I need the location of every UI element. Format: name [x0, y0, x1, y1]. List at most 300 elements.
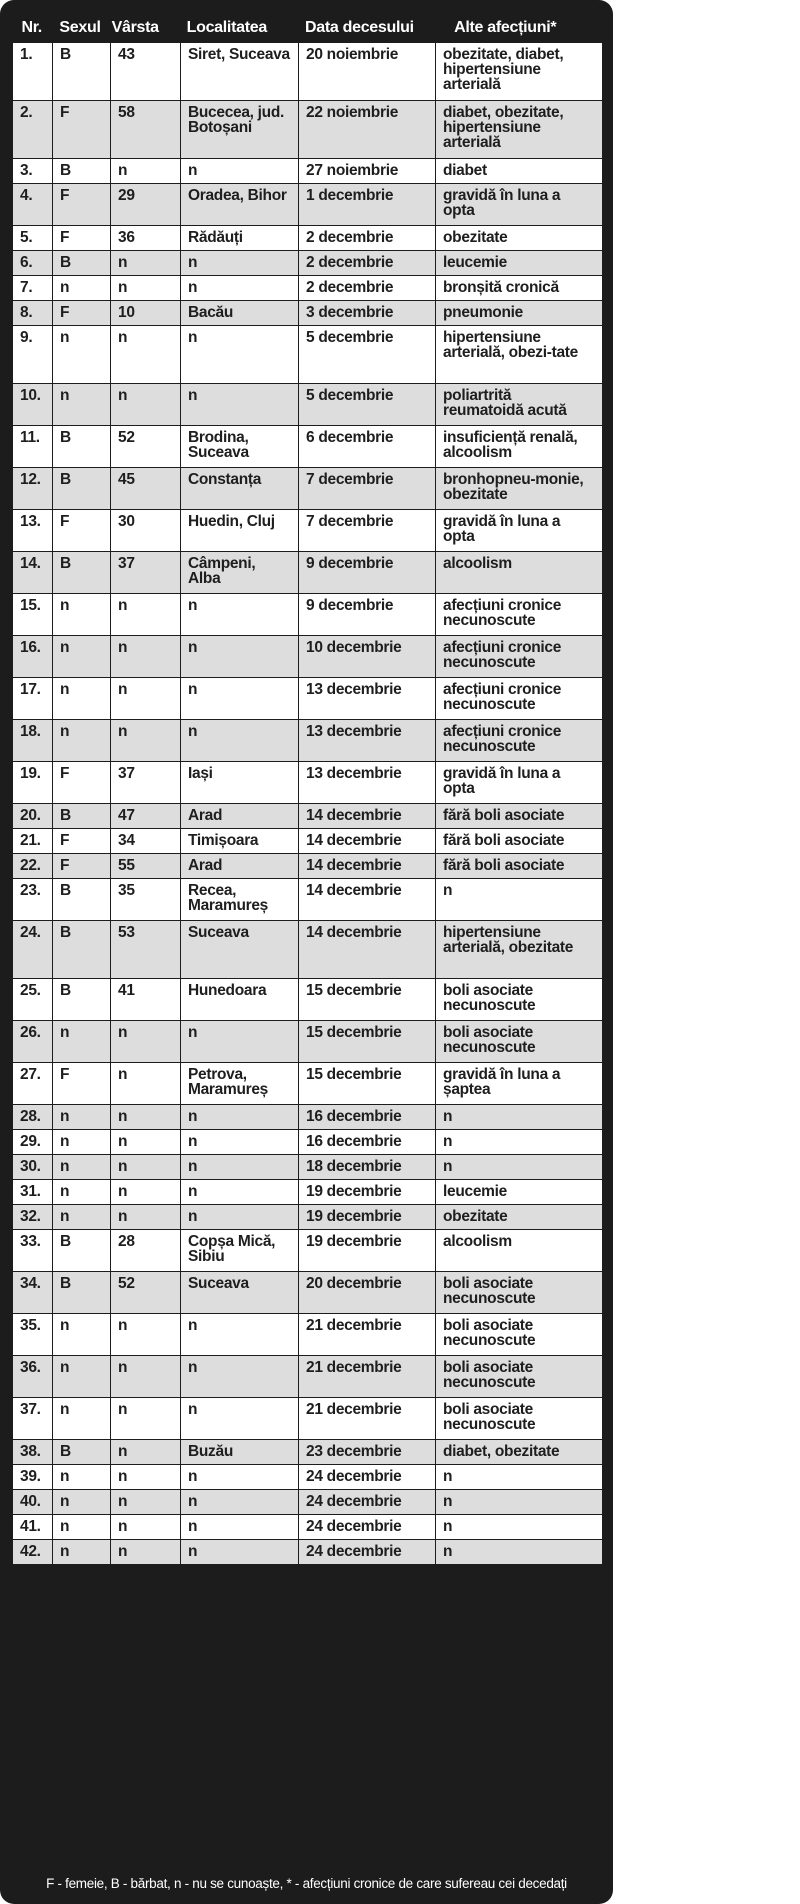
cell-location: Hunedoara [181, 979, 299, 1021]
cell-nr: 5. [13, 226, 53, 251]
cell-nr: 7. [13, 276, 53, 301]
cell-location: n [181, 1105, 299, 1130]
table-row [13, 594, 603, 636]
cell-sex: F [53, 301, 111, 326]
cell-sex: n [53, 276, 111, 301]
cell-age: 55 [111, 854, 181, 879]
cell-sex: B [53, 426, 111, 468]
table-row [13, 1540, 603, 1565]
cell-location: n [181, 1314, 299, 1356]
table-row [13, 1272, 603, 1314]
cell-date: 14 decembrie [299, 879, 436, 921]
cell-conditions: gravidă în luna a opta [436, 184, 603, 226]
cell-age: 29 [111, 184, 181, 226]
cell-nr: 15. [13, 594, 53, 636]
cell-conditions: boli asociate necunoscute [436, 1398, 603, 1440]
table-row [13, 1356, 603, 1398]
cell-age: 53 [111, 921, 181, 979]
cell-date: 13 decembrie [299, 762, 436, 804]
cell-location: Huedin, Cluj [181, 510, 299, 552]
cell-location: n [181, 720, 299, 762]
cell-sex: B [53, 468, 111, 510]
cell-conditions: n [436, 1490, 603, 1515]
cell-nr: 4. [13, 184, 53, 226]
cell-conditions: diabet, obezitate, hipertensiune arterială [436, 101, 603, 159]
cell-location: n [181, 1398, 299, 1440]
cell-date: 6 decembrie [299, 426, 436, 468]
cell-nr: 22. [13, 854, 53, 879]
cell-sex: B [53, 804, 111, 829]
cell-age: 52 [111, 426, 181, 468]
cell-age: n [111, 1021, 181, 1063]
cell-nr: 13. [13, 510, 53, 552]
table-row [13, 1515, 603, 1540]
cell-date: 19 decembrie [299, 1180, 436, 1205]
table-row [13, 1440, 603, 1465]
cell-age: 37 [111, 762, 181, 804]
cell-sex: B [53, 251, 111, 276]
cell-age: n [111, 251, 181, 276]
cell-nr: 31. [13, 1180, 53, 1205]
cell-conditions: boli asociate necunoscute [436, 1356, 603, 1398]
table-row [13, 426, 603, 468]
cell-conditions: leucemie [436, 1180, 603, 1205]
table-header [12, 14, 602, 42]
cell-conditions: leucemie [436, 251, 603, 276]
cell-sex: n [53, 594, 111, 636]
cell-sex: B [53, 879, 111, 921]
table-row [13, 1490, 603, 1515]
cell-date: 14 decembrie [299, 921, 436, 979]
cell-nr: 17. [13, 678, 53, 720]
cell-date: 14 decembrie [299, 854, 436, 879]
cell-sex: n [53, 1021, 111, 1063]
cell-conditions: n [436, 1540, 603, 1565]
cell-age: n [111, 276, 181, 301]
cell-age: n [111, 678, 181, 720]
table-row [13, 879, 603, 921]
cell-date: 24 decembrie [299, 1515, 436, 1540]
table-row [13, 251, 603, 276]
cell-location: n [181, 1465, 299, 1490]
cell-nr: 32. [13, 1205, 53, 1230]
cell-sex: n [53, 636, 111, 678]
table-row [13, 854, 603, 879]
cell-date: 24 decembrie [299, 1490, 436, 1515]
cell-sex: n [53, 1515, 111, 1540]
cell-nr: 39. [13, 1465, 53, 1490]
cell-location: n [181, 1205, 299, 1230]
cell-date: 13 decembrie [299, 720, 436, 762]
cell-conditions: poliartrită reumatoidă acută [436, 384, 603, 426]
cell-sex: n [53, 1356, 111, 1398]
cell-location: n [181, 636, 299, 678]
cell-conditions: hipertensiune arterială, obezi-tate [436, 326, 603, 384]
cell-date: 21 decembrie [299, 1314, 436, 1356]
cell-location: Buzău [181, 1440, 299, 1465]
table-row [13, 468, 603, 510]
cell-conditions: n [436, 1105, 603, 1130]
cell-conditions: gravidă în luna a opta [436, 762, 603, 804]
cell-sex: n [53, 720, 111, 762]
cell-location: n [181, 1515, 299, 1540]
cell-nr: 3. [13, 159, 53, 184]
cell-sex: F [53, 101, 111, 159]
table-row [13, 301, 603, 326]
cell-date: 24 decembrie [299, 1540, 436, 1565]
cell-location: n [181, 384, 299, 426]
cell-date: 14 decembrie [299, 829, 436, 854]
table-row [13, 384, 603, 426]
cell-nr: 6. [13, 251, 53, 276]
cell-sex: B [53, 1230, 111, 1272]
cell-age: 52 [111, 1272, 181, 1314]
cell-age: n [111, 1130, 181, 1155]
cell-location: n [181, 159, 299, 184]
cell-sex: n [53, 1398, 111, 1440]
cell-conditions: obezitate [436, 226, 603, 251]
table-row [13, 510, 603, 552]
cell-date: 22 noiembrie [299, 101, 436, 159]
cell-conditions: boli asociate necunoscute [436, 1021, 603, 1063]
cell-location: n [181, 1130, 299, 1155]
cell-conditions: alcoolism [436, 552, 603, 594]
cell-sex: n [53, 1155, 111, 1180]
cell-nr: 1. [13, 43, 53, 101]
table-row [13, 276, 603, 301]
cell-nr: 28. [13, 1105, 53, 1130]
cell-conditions: diabet [436, 159, 603, 184]
cell-nr: 37. [13, 1398, 53, 1440]
cell-age: n [111, 1063, 181, 1105]
cell-location: n [181, 1490, 299, 1515]
cell-conditions: boli asociate necunoscute [436, 1272, 603, 1314]
cell-nr: 25. [13, 979, 53, 1021]
table-row [13, 1155, 603, 1180]
cell-location: n [181, 326, 299, 384]
cell-age: 45 [111, 468, 181, 510]
cell-nr: 9. [13, 326, 53, 384]
cell-age: n [111, 1356, 181, 1398]
cell-sex: n [53, 1180, 111, 1205]
cell-sex: n [53, 1205, 111, 1230]
cell-nr: 14. [13, 552, 53, 594]
cell-age: n [111, 1180, 181, 1205]
cell-age: 58 [111, 101, 181, 159]
table-row [13, 804, 603, 829]
cell-nr: 38. [13, 1440, 53, 1465]
cell-sex: n [53, 1314, 111, 1356]
table-row [13, 921, 603, 979]
cell-nr: 2. [13, 101, 53, 159]
table-row [13, 1130, 603, 1155]
cell-location: n [181, 678, 299, 720]
deaths-table [12, 42, 603, 1565]
cell-sex: n [53, 1490, 111, 1515]
cell-conditions: obezitate [436, 1205, 603, 1230]
cell-age: 43 [111, 43, 181, 101]
cell-date: 19 decembrie [299, 1205, 436, 1230]
cell-nr: 24. [13, 921, 53, 979]
cell-location: n [181, 1180, 299, 1205]
table-row [13, 1398, 603, 1440]
cell-sex: B [53, 552, 111, 594]
cell-date: 27 noiembrie [299, 159, 436, 184]
cell-conditions: n [436, 1155, 603, 1180]
cell-date: 21 decembrie [299, 1356, 436, 1398]
cell-nr: 12. [13, 468, 53, 510]
cell-nr: 11. [13, 426, 53, 468]
cell-sex: n [53, 326, 111, 384]
cell-date: 3 decembrie [299, 301, 436, 326]
cell-nr: 23. [13, 879, 53, 921]
cell-sex: F [53, 510, 111, 552]
header-date: Data decesului [305, 19, 414, 36]
cell-nr: 40. [13, 1490, 53, 1515]
cell-age: 41 [111, 979, 181, 1021]
cell-date: 2 decembrie [299, 226, 436, 251]
cell-date: 20 decembrie [299, 1272, 436, 1314]
table-row [13, 1314, 603, 1356]
cell-age: n [111, 1540, 181, 1565]
cell-sex: F [53, 1063, 111, 1105]
header-location: Localitatea [186, 19, 267, 36]
table-row [13, 552, 603, 594]
table-row [13, 829, 603, 854]
cell-nr: 36. [13, 1356, 53, 1398]
table-row [13, 226, 603, 251]
table-row [13, 101, 603, 159]
cell-nr: 29. [13, 1130, 53, 1155]
cell-location: Iași [181, 762, 299, 804]
cell-location: Rădăuți [181, 226, 299, 251]
cell-location: Oradea, Bihor [181, 184, 299, 226]
table-row [13, 720, 603, 762]
cell-location: Copșa Mică, Sibiu [181, 1230, 299, 1272]
cell-sex: F [53, 762, 111, 804]
cell-location: Constanța [181, 468, 299, 510]
cell-location: n [181, 1540, 299, 1565]
cell-date: 5 decembrie [299, 326, 436, 384]
cell-sex: F [53, 226, 111, 251]
cell-location: Timișoara [181, 829, 299, 854]
cell-age: 35 [111, 879, 181, 921]
cell-sex: n [53, 1465, 111, 1490]
cell-nr: 20. [13, 804, 53, 829]
cell-conditions: gravidă în luna a opta [436, 510, 603, 552]
header-conditions: Alte afecțiuni* [454, 19, 557, 36]
cell-conditions: fără boli asociate [436, 804, 603, 829]
cell-sex: F [53, 854, 111, 879]
cell-conditions: diabet, obezitate [436, 1440, 603, 1465]
cell-conditions: afecțiuni cronice necunoscute [436, 594, 603, 636]
cell-location: Bucecea, jud. Botoșani [181, 101, 299, 159]
cell-date: 21 decembrie [299, 1398, 436, 1440]
cell-date: 2 decembrie [299, 251, 436, 276]
cell-date: 15 decembrie [299, 1021, 436, 1063]
cell-date: 1 decembrie [299, 184, 436, 226]
cell-conditions: n [436, 1465, 603, 1490]
cell-nr: 33. [13, 1230, 53, 1272]
cell-location: n [181, 1356, 299, 1398]
cell-nr: 18. [13, 720, 53, 762]
cell-conditions: n [436, 1130, 603, 1155]
cell-age: n [111, 1490, 181, 1515]
cell-nr: 41. [13, 1515, 53, 1540]
table-row [13, 1465, 603, 1490]
cell-location: n [181, 276, 299, 301]
cell-age: n [111, 1314, 181, 1356]
cell-date: 16 decembrie [299, 1130, 436, 1155]
cell-location: Arad [181, 804, 299, 829]
cell-age: 10 [111, 301, 181, 326]
cell-age: 47 [111, 804, 181, 829]
table-row [13, 1021, 603, 1063]
table-row [13, 1205, 603, 1230]
cell-conditions: afecțiuni cronice necunoscute [436, 636, 603, 678]
cell-nr: 42. [13, 1540, 53, 1565]
cell-sex: F [53, 184, 111, 226]
header-sex: Sexul [59, 19, 101, 36]
cell-age: n [111, 636, 181, 678]
table-row [13, 43, 603, 101]
cell-age: 34 [111, 829, 181, 854]
cell-date: 24 decembrie [299, 1465, 436, 1490]
cell-conditions: afecțiuni cronice necunoscute [436, 678, 603, 720]
cell-age: n [111, 326, 181, 384]
cell-date: 15 decembrie [299, 1063, 436, 1105]
cell-sex: B [53, 921, 111, 979]
cell-location: Suceava [181, 921, 299, 979]
cell-location: n [181, 251, 299, 276]
cell-location: Bacău [181, 301, 299, 326]
cell-date: 10 decembrie [299, 636, 436, 678]
cell-nr: 10. [13, 384, 53, 426]
cell-age: n [111, 1515, 181, 1540]
footnote: F - femeie, B - bărbat, n - nu se cunoaște, * - afecțiuni cronice de care sufereau cei decedați [46, 1876, 567, 1891]
cell-date: 2 decembrie [299, 276, 436, 301]
cell-sex: B [53, 1272, 111, 1314]
cell-date: 7 decembrie [299, 468, 436, 510]
cell-location: Suceava [181, 1272, 299, 1314]
cell-nr: 30. [13, 1155, 53, 1180]
cell-age: n [111, 1440, 181, 1465]
cell-location: n [181, 594, 299, 636]
cell-conditions: obezitate, diabet, hipertensiune arterială [436, 43, 603, 101]
cell-conditions: n [436, 1515, 603, 1540]
table-row [13, 184, 603, 226]
cell-conditions: bronhopneu-monie, obezitate [436, 468, 603, 510]
cell-nr: 19. [13, 762, 53, 804]
cell-age: n [111, 159, 181, 184]
cell-location: n [181, 1155, 299, 1180]
cell-nr: 27. [13, 1063, 53, 1105]
cell-sex: n [53, 384, 111, 426]
cell-age: n [111, 1105, 181, 1130]
cell-age: n [111, 1155, 181, 1180]
cell-date: 9 decembrie [299, 552, 436, 594]
cell-age: n [111, 720, 181, 762]
cell-sex: n [53, 1540, 111, 1565]
cell-date: 5 decembrie [299, 384, 436, 426]
cell-age: n [111, 1398, 181, 1440]
cell-date: 19 decembrie [299, 1230, 436, 1272]
cell-location: Siret, Suceava [181, 43, 299, 101]
cell-sex: F [53, 829, 111, 854]
cell-age: n [111, 594, 181, 636]
cell-sex: n [53, 1130, 111, 1155]
cell-sex: B [53, 1440, 111, 1465]
table-row [13, 979, 603, 1021]
cell-conditions: bronșită cronică [436, 276, 603, 301]
cell-age: 36 [111, 226, 181, 251]
cell-date: 16 decembrie [299, 1105, 436, 1130]
cell-date: 7 decembrie [299, 510, 436, 552]
cell-conditions: fără boli asociate [436, 829, 603, 854]
cell-nr: 34. [13, 1272, 53, 1314]
cell-location: Arad [181, 854, 299, 879]
cell-conditions: afecțiuni cronice necunoscute [436, 720, 603, 762]
cell-age: 30 [111, 510, 181, 552]
cell-location: Câmpeni, Alba [181, 552, 299, 594]
cell-date: 18 decembrie [299, 1155, 436, 1180]
cell-nr: 16. [13, 636, 53, 678]
cell-date: 20 noiembrie [299, 43, 436, 101]
cell-age: n [111, 1205, 181, 1230]
cell-location: Brodina, Suceava [181, 426, 299, 468]
cell-conditions: boli asociate necunoscute [436, 1314, 603, 1356]
cell-conditions: hipertensiune arterială, obezitate [436, 921, 603, 979]
header-nr: Nr. [21, 19, 42, 36]
table-row [13, 1105, 603, 1130]
cell-location: Petrova, Maramureș [181, 1063, 299, 1105]
cell-date: 9 decembrie [299, 594, 436, 636]
cell-date: 13 decembrie [299, 678, 436, 720]
cell-age: 28 [111, 1230, 181, 1272]
cell-sex: n [53, 678, 111, 720]
cell-conditions: boli asociate necunoscute [436, 979, 603, 1021]
cell-location: Recea, Maramureș [181, 879, 299, 921]
table-row [13, 762, 603, 804]
cell-location: n [181, 1021, 299, 1063]
cell-nr: 21. [13, 829, 53, 854]
table-row [13, 159, 603, 184]
header-age: Vârsta [111, 19, 159, 36]
cell-conditions: gravidă în luna a șaptea [436, 1063, 603, 1105]
cell-sex: B [53, 159, 111, 184]
table-row [13, 326, 603, 384]
cell-age: n [111, 384, 181, 426]
cell-date: 23 decembrie [299, 1440, 436, 1465]
cell-date: 14 decembrie [299, 804, 436, 829]
cell-sex: B [53, 979, 111, 1021]
cell-conditions: n [436, 879, 603, 921]
cell-nr: 8. [13, 301, 53, 326]
cell-age: 37 [111, 552, 181, 594]
cell-age: n [111, 1465, 181, 1490]
table-row [13, 636, 603, 678]
table-row [13, 678, 603, 720]
cell-date: 15 decembrie [299, 979, 436, 1021]
cell-conditions: alcoolism [436, 1230, 603, 1272]
cell-conditions: pneumonie [436, 301, 603, 326]
table-row [13, 1180, 603, 1205]
cell-nr: 26. [13, 1021, 53, 1063]
cell-conditions: insuficiență renală, alcoolism [436, 426, 603, 468]
cell-conditions: fără boli asociate [436, 854, 603, 879]
cell-sex: B [53, 43, 111, 101]
table-row [13, 1063, 603, 1105]
